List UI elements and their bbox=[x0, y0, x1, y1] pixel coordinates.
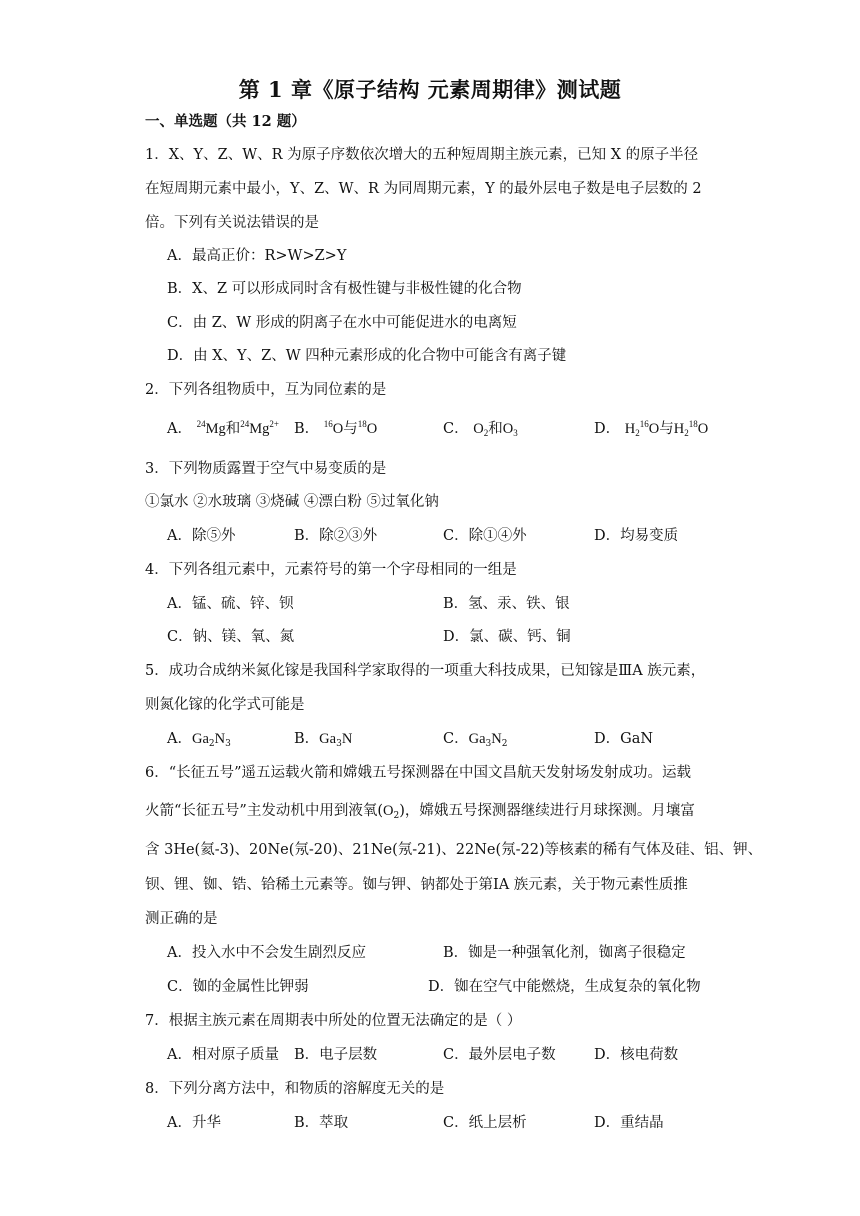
q7-option-b: B．电子层数 bbox=[294, 1047, 378, 1063]
q6-stem-line-4: 钡、锂、铷、锆、铪稀土元素等。铷与钾、钠都处于第ⅠA 族元素，关于物元素性质推 bbox=[145, 877, 688, 893]
q6-stem-line-5: 测正确的是 bbox=[145, 911, 218, 927]
q1-option-b: B．X、Z 可以形成同时含有极性键与非极性键的化合物 bbox=[167, 281, 522, 297]
q8-option-a: A．升华 bbox=[167, 1115, 221, 1131]
q5-stem-line-2: 则氮化镓的化学式可能是 bbox=[145, 697, 305, 713]
q3-option-d: D．均易变质 bbox=[594, 528, 679, 544]
q7-option-c: C．最外层电子数 bbox=[443, 1047, 556, 1063]
q2-stem: 2．下列各组物质中，互为同位素的是 bbox=[145, 382, 387, 398]
page-title: 第 1 章《原子结构 元素周期律》测试题 bbox=[238, 77, 622, 102]
q5-a-n1: 2 bbox=[208, 739, 215, 749]
q2-b-el1: O bbox=[332, 421, 344, 437]
q2-d-mass1: 16 bbox=[639, 419, 649, 429]
q2-d-formula bbox=[625, 421, 659, 437]
q6-stem-line-2 bbox=[145, 799, 695, 821]
q5-a-prefix: A． bbox=[167, 731, 192, 747]
q2-d-prefix: D． bbox=[594, 421, 621, 437]
q6-stem-line-3: 含 3He(氦-3)、20Ne(氖-20)、21Ne(氖-21)、22Ne(氖-22)等核素的稀有气体及硅、铝、钾、 bbox=[145, 842, 763, 858]
q3-stem: 3．下列物质露置于空气中易变质的是 bbox=[145, 461, 387, 477]
q2-c-formula2 bbox=[503, 421, 518, 437]
q5-option-c bbox=[443, 727, 507, 749]
q2-a-formula bbox=[197, 421, 226, 437]
q4-option-c: C．钠、镁、氧、氮 bbox=[167, 629, 295, 645]
q2-a-prefix: A． bbox=[167, 421, 192, 437]
q6-line2-b: )，嫦娥五号探测器继续进行月球探测。月壤富 bbox=[399, 803, 695, 819]
q2-d-formula2 bbox=[674, 421, 708, 437]
q6-option-c: C．铷的金属性比钾弱 bbox=[167, 979, 309, 995]
q3-option-c: C．除①④外 bbox=[443, 528, 527, 544]
q2-a-mass1: 24 bbox=[196, 419, 206, 429]
q2-d-el1: H bbox=[624, 421, 636, 437]
q4-option-b: B．氢、汞、铁、银 bbox=[443, 596, 570, 612]
q2-c-el2: O bbox=[502, 421, 514, 437]
q6-line2-a: 火箭“长征五号”主发动机中用到液氧( bbox=[145, 803, 383, 819]
q1-option-a: A．最高正价：R>W>Z>Y bbox=[167, 248, 347, 264]
q2-d-and: 与 bbox=[659, 421, 674, 437]
q5-c-n2: 2 bbox=[501, 739, 508, 749]
q2-option-d bbox=[594, 417, 708, 438]
q2-option-c bbox=[443, 417, 518, 438]
q5-a-el2: N bbox=[214, 731, 226, 747]
q2-a-el2: Mg bbox=[249, 421, 270, 437]
q1-stem-line-1: 1．X、Y、Z、W、R 为原子序数依次增大的五种短周期主族元素，已知 X 的原子半径 bbox=[145, 147, 699, 163]
q2-b-mass1: 16 bbox=[323, 419, 333, 429]
q3-option-b: B．除②③外 bbox=[294, 528, 378, 544]
q2-a-formula2 bbox=[240, 421, 279, 437]
q6-option-a: A．投入水中不会发生剧烈反应 bbox=[167, 945, 366, 961]
q5-option-d: D．GaN bbox=[594, 731, 654, 747]
q6-option-b: B．铷是一种强氧化剂，铷离子很稳定 bbox=[443, 945, 686, 961]
q3-items: ①氯水 ②水玻璃 ③烧碱 ④漂白粉 ⑤过氧化钠 bbox=[145, 494, 439, 510]
q4-option-a: A．锰、硫、锌、钡 bbox=[167, 596, 294, 612]
q2-a-charge: 2+ bbox=[269, 419, 279, 429]
q7-option-a: A．相对原子质量 bbox=[167, 1047, 279, 1063]
q5-a-n2: 3 bbox=[225, 739, 231, 749]
section-heading: 一、单选题（共 12 题） bbox=[145, 113, 306, 130]
q2-c-prefix: C． bbox=[443, 421, 469, 437]
q1-stem-line-3: 倍。下列有关说法错误的是 bbox=[145, 215, 319, 231]
q2-c-sub1: 2 bbox=[483, 428, 489, 438]
q2-b-formula2 bbox=[358, 421, 377, 437]
q2-b-el2: O bbox=[366, 421, 378, 437]
q5-c-el2: N bbox=[491, 731, 502, 747]
q1-option-c: C．由 Z、W 形成的阴离子在水中可能促进水的电离短 bbox=[167, 315, 517, 331]
q2-a-mass2: 24 bbox=[240, 419, 250, 429]
q6-option-d: D．铷在空气中能燃烧，生成复杂的氧化物 bbox=[428, 979, 701, 995]
q2-d-el3: H bbox=[673, 421, 685, 437]
q8-stem: 8．下列分离方法中，和物质的溶解度无关的是 bbox=[145, 1081, 445, 1097]
q2-b-prefix: B． bbox=[294, 421, 320, 437]
q2-d-sub2: 2 bbox=[684, 428, 689, 438]
q5-b-n1: 3 bbox=[336, 739, 342, 749]
q5-option-a bbox=[167, 727, 231, 749]
q6-line2-sub: 2 bbox=[393, 811, 400, 821]
q1-stem-line-2: 在短周期元素中最小，Y、Z、W、R 为同周期元素，Y 的最外层电子数是电子层数的 2 bbox=[145, 181, 702, 197]
q2-d-el4: O bbox=[697, 421, 709, 437]
q2-b-formula bbox=[324, 421, 343, 437]
q8-option-c: C．纸上层析 bbox=[443, 1115, 527, 1131]
q2-b-mass2: 18 bbox=[357, 419, 367, 429]
q6-line2-el: O bbox=[382, 803, 394, 819]
q2-a-and: 和 bbox=[225, 421, 241, 437]
q2-option-b bbox=[294, 417, 377, 438]
q6-stem-line-1: 6．“长征五号”遥五运载火箭和嫦娥五号探测器在中国文昌航天发射场发射成功。运载 bbox=[145, 765, 692, 781]
q2-d-mass2: 18 bbox=[688, 419, 698, 429]
q7-option-d: D．核电荷数 bbox=[594, 1047, 679, 1063]
q5-c-n1: 3 bbox=[485, 739, 492, 749]
q2-b-and: 与 bbox=[343, 421, 358, 437]
q2-c-sub2: 3 bbox=[513, 428, 518, 438]
q5-b-el2: N bbox=[341, 731, 353, 747]
q5-c-prefix: C． bbox=[443, 731, 469, 747]
q5-b-prefix: B． bbox=[294, 731, 320, 747]
q5-a-el1: Ga bbox=[191, 731, 209, 747]
q2-c-el1: O bbox=[473, 421, 484, 437]
q2-c-and: 和 bbox=[488, 421, 503, 437]
q7-stem: 7．根据主族元素在周期表中所处的位置无法确定的是（ ） bbox=[145, 1013, 522, 1029]
q2-a-el1: Mg bbox=[205, 421, 226, 437]
q2-c-formula bbox=[473, 421, 488, 437]
q1-option-d: D．由 X、Y、Z、W 四种元素形成的化合物中可能含有离子键 bbox=[167, 348, 567, 364]
q4-stem: 4．下列各组元素中，元素符号的第一个字母相同的一组是 bbox=[145, 562, 517, 578]
q8-option-b: B．萃取 bbox=[294, 1115, 349, 1131]
q5-c-el1: Ga bbox=[468, 731, 486, 747]
q5-b-el1: Ga bbox=[319, 731, 337, 747]
q3-option-a: A．除⑤外 bbox=[167, 528, 236, 544]
q8-option-d: D．重结晶 bbox=[594, 1115, 664, 1131]
q2-d-sub1: 2 bbox=[635, 428, 640, 438]
q4-option-d: D．氯、碳、钙、铜 bbox=[443, 629, 571, 645]
q2-d-el2: O bbox=[648, 421, 660, 437]
q2-option-a bbox=[167, 417, 279, 438]
q5-option-b bbox=[294, 727, 352, 749]
q5-stem-line-1: 5．成功合成纳米氮化镓是我国科学家取得的一项重大科技成果，已知镓是ⅢA 族元素， bbox=[145, 663, 706, 679]
